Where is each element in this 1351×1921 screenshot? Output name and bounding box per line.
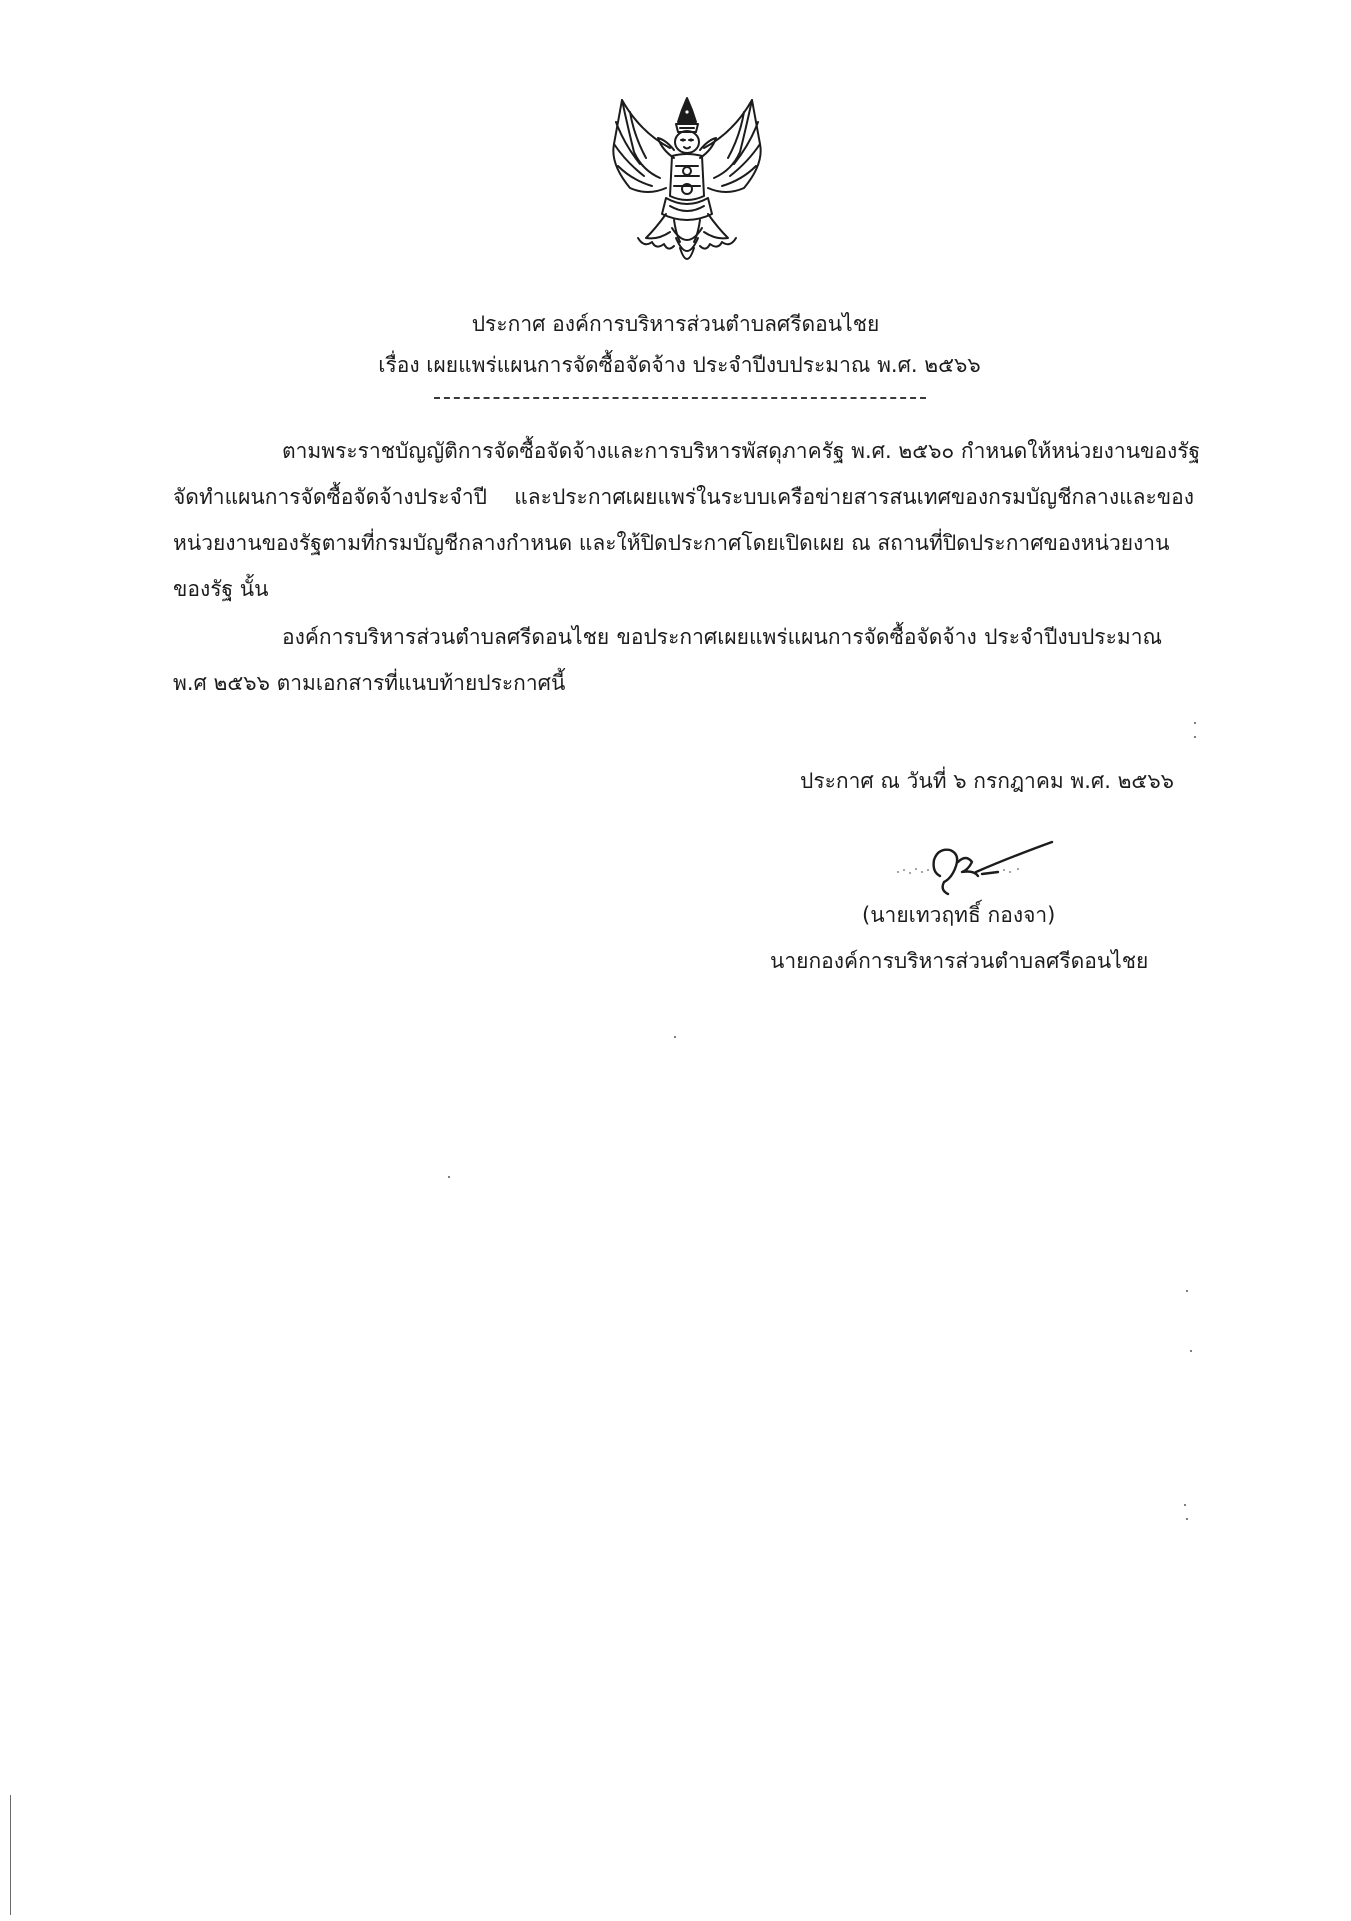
- handwritten-signature-icon: [878, 832, 1068, 898]
- scan-speck: [1194, 736, 1196, 738]
- scan-edge-line: [10, 1795, 11, 1915]
- paragraph-1-line-1: ตามพระราชบัญญัติการจัดซื้อจัดจ้างและการบริหารพัสดุภาครัฐ พ.ศ. ๒๕๖๐ กำหนดให้หน่วยงานของรัฐ: [282, 439, 1201, 463]
- paragraph-1-line-3: หน่วยงานของรัฐตามที่กรมบัญชีกลางกำหนด และให้ปิดประกาศโดยเปิดเผย ณ สถานที่ปิดประกาศของหน่วยงาน: [173, 531, 1170, 555]
- heading-divider: [434, 397, 926, 399]
- scan-speck: [1190, 1350, 1192, 1352]
- scan-speck: [1186, 1518, 1188, 1520]
- announcement-subject: เรื่อง เผยแพร่แผนการจัดซื้อจัดจ้าง ประจำปีงบประมาณ พ.ศ. ๒๕๖๖: [378, 353, 981, 377]
- paragraph-1-line-4: ของรัฐ นั้น: [173, 577, 269, 601]
- scan-speck: [1186, 1290, 1188, 1292]
- paragraph-1-line-2: จัดทำแผนการจัดซื้อจัดจ้างประจำปี และประกาศเผยแพร่ในระบบเครือข่ายสารสนเทศของกรมบัญชีกลางและของ: [173, 485, 1194, 509]
- announcement-date: ประกาศ ณ วันที่ ๖ กรกฎาคม พ.ศ. ๒๕๖๖: [800, 769, 1174, 793]
- scan-speck: [1194, 722, 1196, 724]
- scan-speck: [674, 1036, 676, 1038]
- paragraph-2-line-2: พ.ศ ๒๕๖๖ ตามเอกสารที่แนบท้ายประกาศนี้: [173, 671, 566, 695]
- paragraph-2-line-1: องค์การบริหารส่วนตำบลศรีดอนไชย ขอประกาศเผยแพร่แผนการจัดซื้อจัดจ้าง ประจำปีงบประมาณ: [282, 625, 1162, 649]
- scan-speck: [448, 1176, 450, 1178]
- signer-name: (นายเทวฤทธิ์ กองจา): [862, 903, 1056, 927]
- garuda-emblem-icon: [600, 92, 775, 274]
- signer-position: นายกองค์การบริหารส่วนตำบลศรีดอนไชย: [770, 949, 1149, 973]
- announcement-title: ประกาศ องค์การบริหารส่วนตำบลศรีดอนไชย: [471, 312, 880, 336]
- scan-speck: [1184, 1504, 1186, 1506]
